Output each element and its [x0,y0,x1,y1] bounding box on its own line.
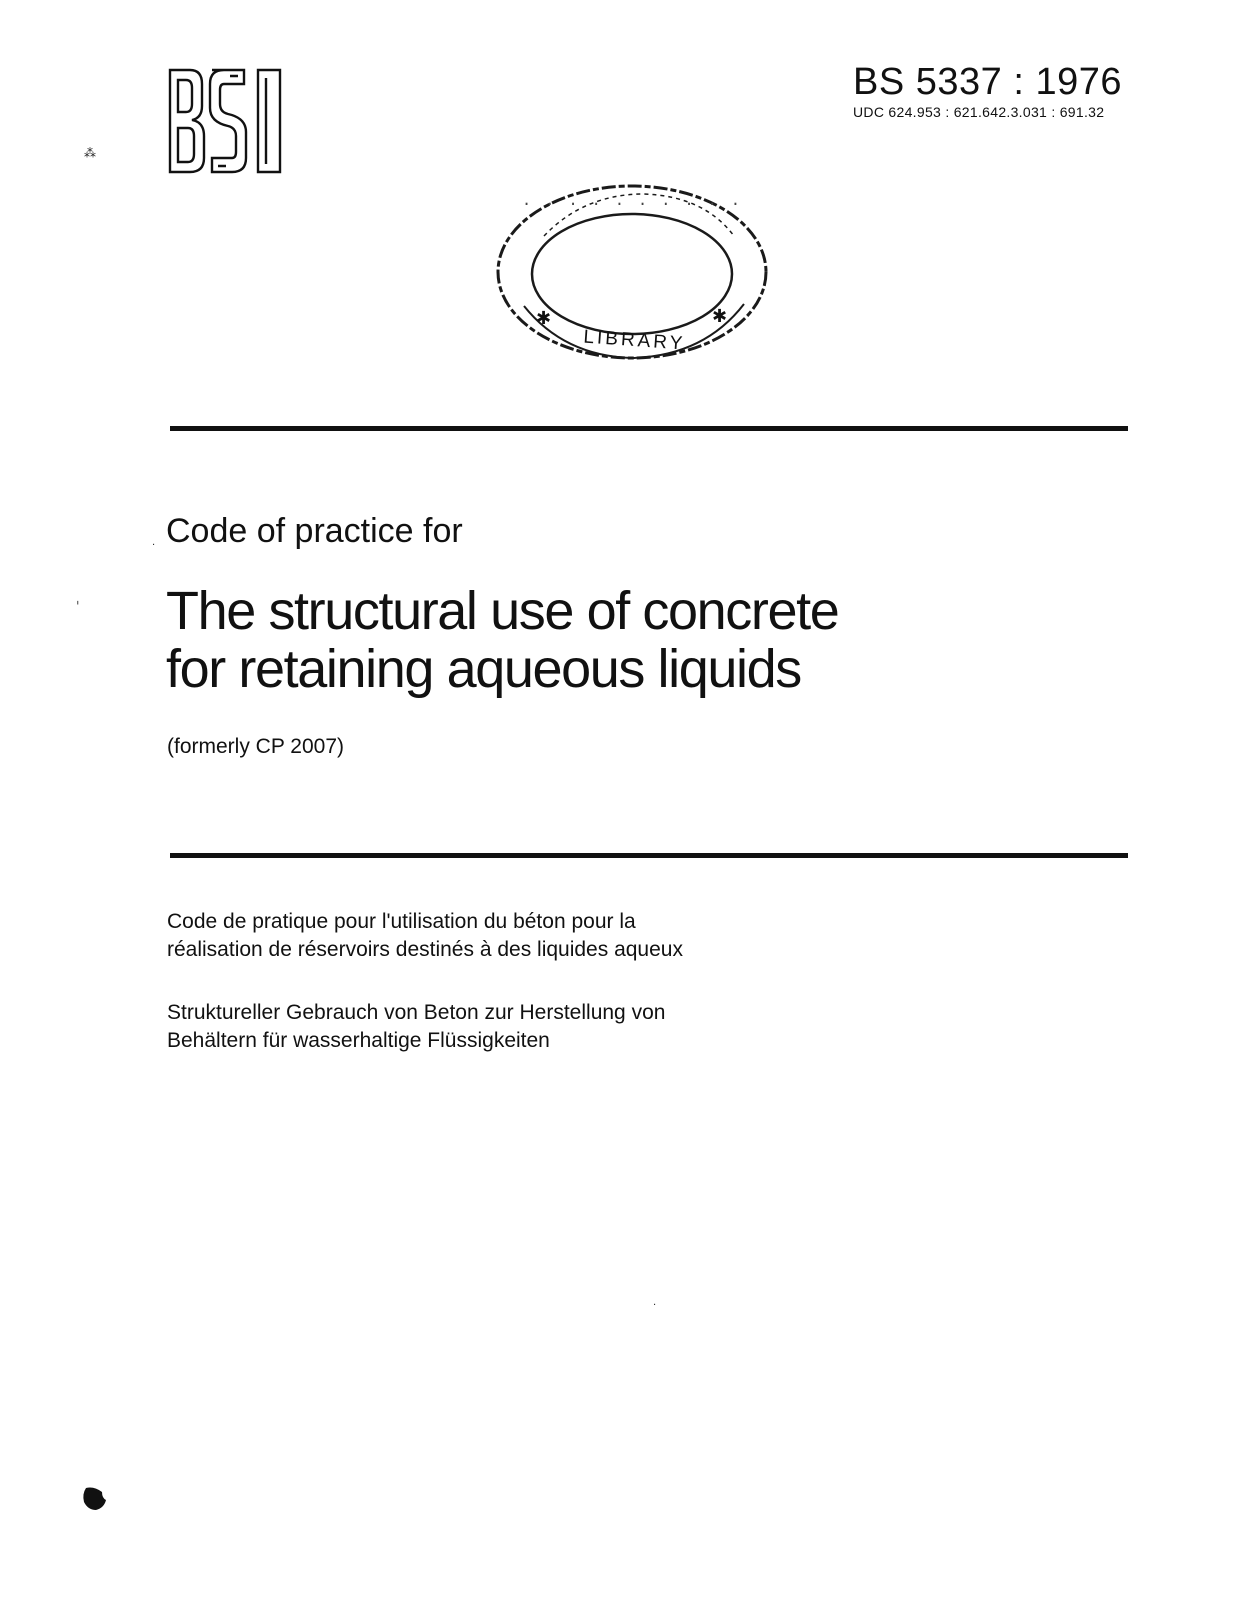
german-title-line-2: Behältern für wasserhaltige Flüssigkeiten [167,1029,550,1052]
svg-text:✱: ✱ [712,306,728,327]
title-intro: Code of practice for [166,512,463,550]
svg-text:✱: ✱ [536,308,552,329]
german-title [167,999,665,1055]
title-line-2: for retaining aqueous liquids [166,639,801,699]
document-title [166,582,838,698]
udc-classification: UDC 624.953 : 621.642.3.031 : 691.32 [853,104,1105,120]
svg-text:· · · · · · · · · ·: · · · · · · · · · · [521,195,743,213]
scan-speck: · [152,540,156,551]
scan-speck: · [653,1300,657,1311]
bsi-logo [168,66,286,176]
german-title-line-1: Struktureller Gebrauch von Beton zur Herstellung von [167,1001,666,1024]
library-stamp [494,176,774,372]
french-title-line-1: Code de pratique pour l'utilisation du béton pour la [167,910,636,933]
stamp-library-text: LIBRARY [582,326,686,355]
french-title [167,908,683,964]
ink-blot [80,1484,108,1512]
standard-number: BS 5337 : 1976 [853,61,1122,103]
title-line-1: The structural use of concrete [166,581,839,641]
scan-speck: ⁂ [84,146,96,160]
french-title-line-2: réalisation de réservoirs destinés à des liquides aqueux [167,938,683,961]
top-divider [170,426,1128,431]
middle-divider [170,853,1128,858]
scan-speck: ˈ [76,600,80,615]
former-designation: (formerly CP 2007) [167,735,345,758]
